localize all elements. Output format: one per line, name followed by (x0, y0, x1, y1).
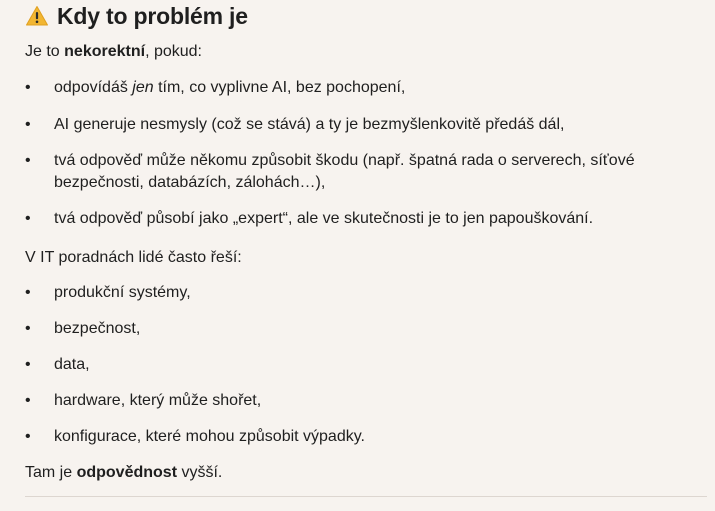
bullet-dot: • (25, 116, 31, 133)
closing-prefix: Tam je (25, 464, 77, 481)
bullet-dot: • (25, 210, 31, 227)
bullet-dot: • (25, 428, 31, 445)
list-item-text: tvá odpověď může někomu způsobit škodu (např. špatná rada o serverech, síťové bezpečnosti, databázích, zálohách…), (54, 152, 635, 191)
intro-prefix: Je to (25, 43, 65, 60)
list-item-text: tvá odpověď působí jako „expert“, ale ve skutečnosti je to jen papouškování. (54, 210, 594, 227)
list-item-text: produkční systémy, (54, 284, 191, 301)
closing-strong: odpovědnost (76, 464, 178, 481)
middle-paragraph: V IT poradnách lidé často řeší: (25, 249, 242, 266)
intro-suffix: , pokud: (145, 43, 202, 60)
bullet-dot: • (25, 356, 31, 373)
section-title: Kdy to problém je (57, 2, 248, 29)
closing-paragraph (25, 463, 222, 483)
bullet-dot: • (25, 284, 31, 301)
bullet-dot: • (25, 79, 31, 96)
emphasis: jen (132, 79, 154, 96)
bullet-dot: • (25, 152, 31, 169)
list-item-text: konfigurace, které mohou způsobit výpadky. (54, 428, 365, 445)
warning-icon (25, 4, 49, 28)
list-item-text: odpovídáš jen tím, co vyplivne AI, bez pochopení, (54, 79, 406, 96)
section-heading (25, 2, 248, 30)
bullet-dot: • (25, 320, 31, 337)
list-item-text: hardware, který může shořet, (54, 392, 262, 409)
list-item-text: AI generuje nesmysly (což se stává) a ty je bezmyšlenkovitě předáš dál, (54, 116, 565, 133)
section-divider (25, 496, 707, 497)
bullet-dot: • (25, 392, 31, 409)
list-item-text: data, (54, 356, 90, 373)
closing-suffix: vyšší. (177, 464, 223, 481)
list-item-text: bezpečnost, (54, 320, 141, 337)
intro-strong: nekorektní (64, 43, 146, 60)
intro-paragraph (25, 42, 202, 62)
